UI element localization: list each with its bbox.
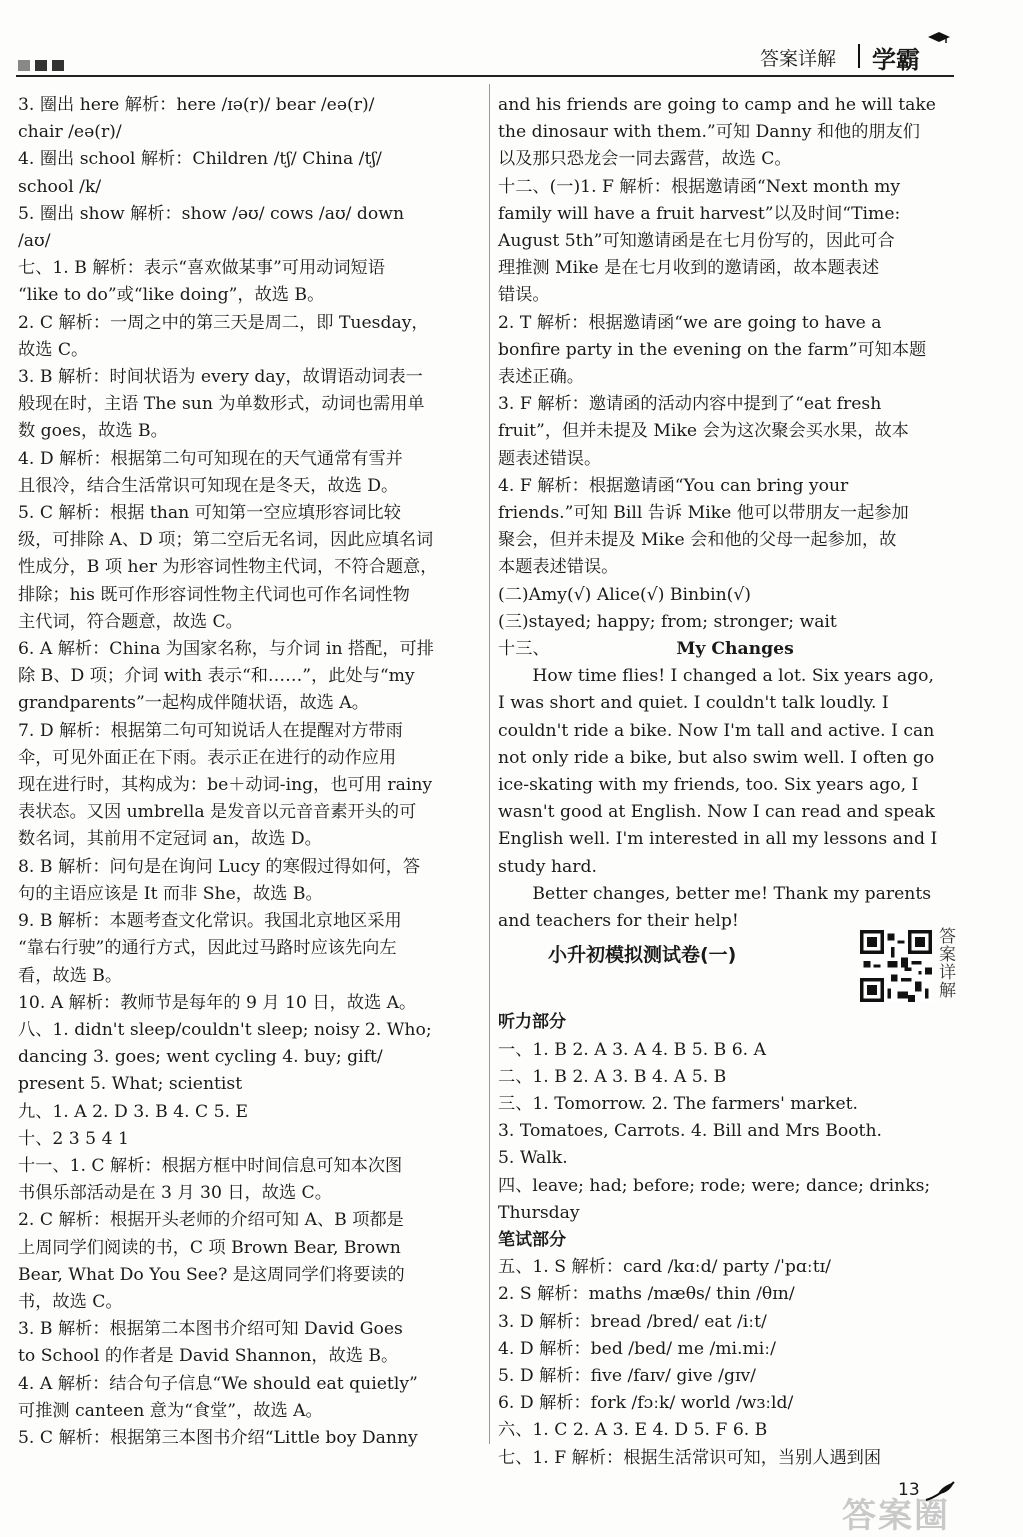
test-line: 2. S 解析：maths /mæθs/ thin /θɪn/ bbox=[498, 1284, 795, 1305]
essay-line: study hard. bbox=[498, 856, 597, 877]
test-line: 3. D 解析：bread /bred/ eat /iːt/ bbox=[498, 1311, 767, 1332]
answer-line: 4. A 解析：结合句子信息“We should eat quietly” bbox=[18, 1373, 418, 1394]
essay-line: I was short and quiet. I couldn't talk loudly. I bbox=[498, 693, 889, 714]
answer-line: 聚会，但并未提及 Mike 会和他的父母一起参加，故 bbox=[498, 530, 897, 551]
test-line: 二、1. B 2. A 3. B 4. A 5. B bbox=[498, 1066, 727, 1087]
answer-line: friends.”可知 Bill 告诉 Mike 他可以带朋友一起参加 bbox=[498, 503, 909, 524]
test-line: 六、1. C 2. A 3. E 4. D 5. F 6. B bbox=[498, 1420, 768, 1441]
answer-line: 看，故选 B。 bbox=[18, 965, 123, 986]
test-line: Thursday bbox=[498, 1202, 580, 1223]
answer-line: 6. A 解析：China 为国家名称，与介词 in 搭配，可排 bbox=[18, 639, 434, 660]
answer-line: 性成分，B 项 her 为形容词性物主代词，不符合题意， bbox=[18, 557, 438, 578]
answer-line: 本题表述错误。 bbox=[498, 557, 619, 578]
answer-line: 错误。 bbox=[498, 285, 550, 306]
answer-line: 十二、(一)1. F 解析：根据邀请函“Next month my bbox=[498, 176, 901, 197]
answer-line: “like to do”或“like doing”，故选 B。 bbox=[18, 285, 325, 306]
answer-line: 5. 圈出 show 解析：show /əʊ/ cows /aʊ/ down bbox=[18, 203, 405, 224]
answer-line: the dinosaur with them.”可知 Danny 和他的朋友们 bbox=[498, 122, 920, 143]
answer-line: 5. C 解析：根据 than 可知第一空应填形容词比较 bbox=[18, 503, 401, 524]
answer-line: bonfire party in the evening on the farm”可知本题 bbox=[498, 339, 927, 360]
answer-line: and his friends are going to camp and he will take bbox=[498, 95, 936, 115]
answer-line: 3. B 解析：根据第二本图书介绍可知 David Goes bbox=[18, 1319, 403, 1340]
answer-line: 4. D 解析：根据第二句可知现在的天气通常有雪并 bbox=[18, 448, 403, 469]
essay-line: and teachers for their help! bbox=[498, 911, 739, 932]
essay-body bbox=[498, 663, 960, 935]
answer-line: 级，可排除 A、D 项；第二空后无名词，因此应填名词 bbox=[18, 530, 434, 551]
answer-line: 句的主语应该是 It 而非 She，故选 B。 bbox=[18, 883, 323, 904]
answer-line: 故选 C。 bbox=[18, 339, 89, 360]
answer-line: 9. B 解析：本题考查文化常识。我国北京地区采用 bbox=[18, 911, 402, 932]
answer-line: 3. F 解析：邀请函的活动内容中提到了“eat fresh bbox=[498, 394, 882, 415]
header-section-title: 答案详解 bbox=[760, 48, 837, 70]
watermark: 答案圈 bbox=[842, 1496, 950, 1536]
answer-line: 书，故选 C。 bbox=[18, 1291, 123, 1312]
answer-line: 伞，可见外面正在下雨。表示正在进行的动作应用 bbox=[18, 747, 397, 768]
qr-label: 答案详解 bbox=[939, 927, 956, 1001]
answer-line: 十一、1. C 解析：根据方框中时间信息可知本次图 bbox=[18, 1155, 403, 1176]
right-answers bbox=[498, 92, 960, 636]
header-separator bbox=[858, 44, 860, 68]
test-line: 6. D 解析：fork /fɔːk/ world /wɜːld/ bbox=[498, 1393, 794, 1414]
test-line: 5. D 解析：five /faɪv/ give /gɪv/ bbox=[498, 1365, 756, 1386]
answer-line: 3. 圈出 here 解析：here /ɪə(r)/ bear /eə(r)/ bbox=[18, 95, 375, 115]
right-column bbox=[498, 92, 960, 1472]
answer-line: fruit”，但并未提及 Mike 会为这次聚会买水果，故本 bbox=[498, 421, 909, 442]
essay-line: How time flies! I changed a lot. Six years ago, bbox=[532, 666, 934, 687]
answer-line: 10. A 解析：教师节是每年的 9 月 10 日，故选 A。 bbox=[18, 992, 417, 1013]
test-line: 五、1. S 解析：card /kɑːd/ party /ˈpɑːtɪ/ bbox=[498, 1257, 831, 1278]
test-line: 5. Walk. bbox=[498, 1148, 568, 1169]
answer-line: 2. T 解析：根据邀请函“we are going to have a bbox=[498, 312, 882, 333]
answer-line: 九、1. A 2. D 3. B 4. C 5. E bbox=[18, 1101, 249, 1122]
answer-line: 题表述错误。 bbox=[498, 448, 602, 469]
answer-line: 2. C 解析：一周之中的第三天是周二，即 Tuesday， bbox=[18, 312, 429, 333]
essay-title: My Changes bbox=[676, 639, 794, 660]
test-line: 一、1. B 2. A 3. A 4. B 5. B 6. A bbox=[498, 1039, 766, 1060]
answer-line: chair /eə(r)/ bbox=[18, 122, 122, 143]
answer-line: 上周同学们阅读的书，C 项 Brown Bear, Brown bbox=[18, 1237, 401, 1258]
answer-line: 3. B 解析：时间状语为 every day，故谓语动词表一 bbox=[18, 367, 423, 388]
answer-line: 数名词，其前用不定冠词 an，故选 D。 bbox=[18, 829, 322, 850]
answer-line: 除 B、D 项；介词 with 表示“和……”，此处与“my bbox=[18, 666, 415, 687]
answer-line: 以及那只恐龙会一同去露营，故选 C。 bbox=[498, 149, 792, 170]
answer-line: dancing 3. goes; went cycling 4. buy; gift/ bbox=[18, 1047, 383, 1068]
column-divider bbox=[489, 84, 490, 1444]
answer-line: 般现在时，主语 The sun 为单数形式，动词也需用单 bbox=[18, 394, 425, 415]
answer-line: 4. 圈出 school 解析：Children /tʃ/ China /tʃ/ bbox=[18, 149, 382, 170]
answer-line: 且很冷，结合生活常识可知现在是冬天，故选 D。 bbox=[18, 475, 399, 496]
essay-line: ice-skating with my friends, too. Six years ago, I bbox=[498, 775, 919, 796]
essay-line: not only ride a bike, but also swim well. I often go bbox=[498, 747, 935, 768]
answer-line: (二)Amy(√) Alice(√) Binbin(√) bbox=[498, 584, 752, 605]
answer-line: 表状态。又因 umbrella 是发音以元音音素开头的可 bbox=[18, 802, 417, 823]
answer-line: 排除；his 既可作形容词性物主代词也可作名词性物 bbox=[18, 584, 410, 605]
leaf-icon bbox=[924, 1480, 958, 1502]
test-line: 七、1. F 解析：根据生活常识可知，当别人遇到困 bbox=[498, 1447, 882, 1468]
qr-code-icon bbox=[860, 930, 932, 1002]
answer-line: family will have a fruit harvest”以及时间“Time: bbox=[498, 203, 901, 224]
essay-heading-row bbox=[498, 636, 960, 663]
answer-line: 5. C 解析：根据第三本图书介绍“Little boy Danny bbox=[18, 1427, 418, 1448]
answer-line: “靠右行驶”的通行方式，因此过马路时应该先向左 bbox=[18, 938, 397, 959]
answer-line: 4. F 解析：根据邀请函“You can bring your bbox=[498, 475, 849, 496]
answer-line: 表述正确。 bbox=[498, 367, 584, 388]
answer-line: 七、1. B 解析：表示“喜欢做某事”可用动词短语 bbox=[18, 258, 385, 279]
answer-line: 书俱乐部活动是在 3 月 30 日，故选 C。 bbox=[18, 1183, 332, 1204]
test-line: 3. Tomatoes, Carrots. 4. Bill and Mrs Booth. bbox=[498, 1121, 882, 1142]
header-marks bbox=[18, 60, 64, 71]
header-rule bbox=[16, 75, 954, 77]
essay-line: wasn't good at English. Now I can read and speak bbox=[498, 802, 935, 823]
test-line: 4. D 解析：bed /bed/ me /mi.miː/ bbox=[498, 1338, 776, 1359]
left-column bbox=[18, 92, 482, 1452]
answer-line: 主代词，符合题意，故选 C。 bbox=[18, 611, 243, 632]
essay-line: couldn't ride a bike. Now I'm tall and active. I can bbox=[498, 720, 935, 741]
test-line: 三、1. Tomorrow. 2. The farmers' market. bbox=[498, 1093, 859, 1114]
test-answers bbox=[498, 1009, 960, 1471]
answer-line: school /k/ bbox=[18, 176, 102, 197]
answer-line: (三)stayed; happy; from; stronger; wait bbox=[498, 611, 837, 632]
answer-line: present 5. What; scientist bbox=[18, 1074, 243, 1095]
answer-line: 7. D 解析：根据第二句可知说话人在提醒对方带雨 bbox=[18, 720, 403, 741]
essay-label: 十三、 bbox=[498, 639, 550, 660]
test-line: 听力部分 bbox=[498, 1012, 566, 1033]
answer-line: 数 goes，故选 B。 bbox=[18, 421, 168, 442]
page-number: 13 bbox=[898, 1480, 920, 1500]
answer-line: 十、2 3 5 4 1 bbox=[18, 1128, 129, 1149]
answer-line: 8. B 解析：问句是在询问 Lucy 的寒假过得如何，答 bbox=[18, 856, 421, 877]
answer-line: /aʊ/ bbox=[18, 231, 51, 252]
answer-line: grandparents”一起构成伴随状语，故选 A。 bbox=[18, 693, 369, 714]
test-title: 小升初模拟测试卷(一) bbox=[548, 944, 737, 966]
graduation-cap-icon bbox=[928, 32, 950, 44]
test-line: 四、leave; had; before; rode; were; dance; drinks; bbox=[498, 1175, 931, 1196]
answer-line: Bear, What Do You See? 是这周同学们将要读的 bbox=[18, 1264, 405, 1285]
page-header bbox=[0, 0, 1023, 80]
essay-line: Better changes, better me! Thank my parents bbox=[532, 883, 932, 904]
answer-line: 2. C 解析：根据开头老师的介绍可知 A、B 项都是 bbox=[18, 1210, 404, 1231]
test-line: 笔试部分 bbox=[498, 1229, 566, 1250]
answer-line: August 5th”可知邀请函是在七月份写的，因此可合 bbox=[498, 231, 895, 252]
answer-line: 现在进行时，其构成为：be＋动词-ing，也可用 rainy bbox=[18, 775, 433, 796]
answer-line: to School 的作者是 David Shannon，故选 B。 bbox=[18, 1346, 399, 1367]
header-brand: 学霸 bbox=[872, 46, 920, 74]
answer-line: 理推测 Mike 是在七月收到的邀请函，故本题表述 bbox=[498, 258, 880, 279]
essay-line: English well. I'm interested in all my lessons and I bbox=[498, 829, 938, 850]
answer-line: 可推测 canteen 意为“食堂”，故选 A。 bbox=[18, 1400, 323, 1421]
answer-line: 八、1. didn't sleep/couldn't sleep; noisy 2. Who; bbox=[18, 1019, 432, 1040]
